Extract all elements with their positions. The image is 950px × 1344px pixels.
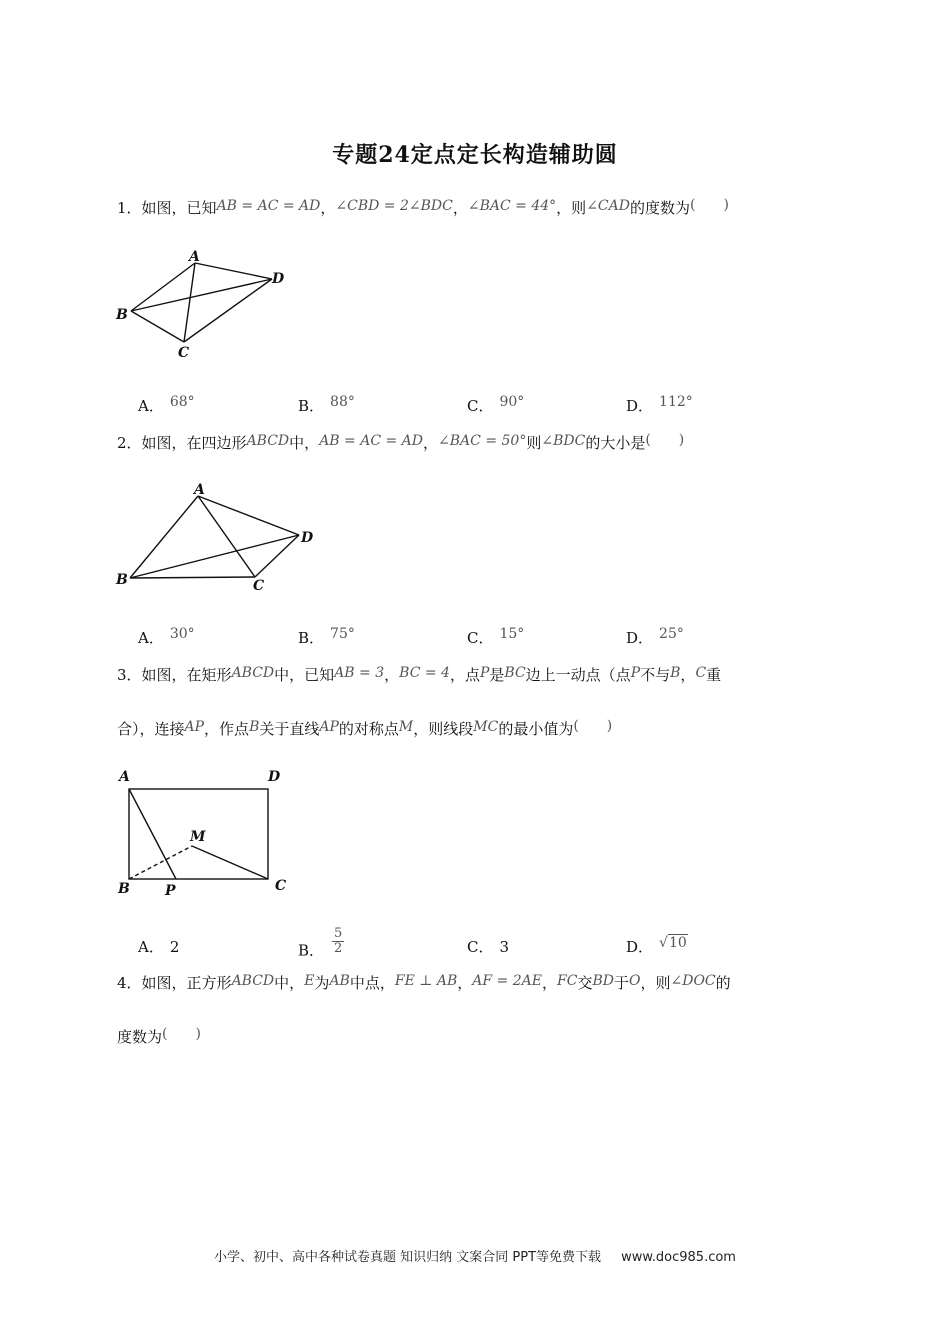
q4-math-1: ABCD <box>231 973 275 989</box>
q2-math-1: ABCD <box>246 433 290 449</box>
q3-sep-1: ， <box>384 666 400 684</box>
q3-sep-2: ， <box>680 666 696 684</box>
q3-text-12: ，则线段 <box>413 720 474 738</box>
q4-number: 4． <box>117 974 142 992</box>
q2-answer-paren: ( ) <box>645 432 685 448</box>
sqrt-sign-icon: √ <box>659 935 668 951</box>
q2-figure <box>110 480 325 595</box>
q3-figure <box>110 766 300 901</box>
q1-figure <box>110 248 300 363</box>
q2-option-a[interactable] <box>138 628 195 649</box>
q3-math-9: AP <box>184 719 205 735</box>
q1-option-d-value: 112° <box>659 394 693 410</box>
q4-math-3: AB <box>329 973 350 989</box>
q1-label-c: C <box>178 345 190 361</box>
q3-math-1: ABCD <box>231 665 275 681</box>
q1-label-b: B <box>116 307 128 323</box>
q4-math-9: ∠DOC <box>670 973 716 989</box>
q1-math-4: ∠CAD <box>586 198 630 214</box>
q3-number: 3． <box>117 666 142 684</box>
q2-option-a-value: 30° <box>169 626 195 642</box>
q3-option-d[interactable] <box>626 937 688 958</box>
q3-math-6: P <box>630 665 641 681</box>
q1-math-3: ∠BAC = 44° <box>467 198 557 214</box>
q3-option-a-label: A． <box>138 938 164 956</box>
q3-text-2: 中，已知 <box>274 666 335 684</box>
q3-text-1: 如图，在矩形 <box>141 666 232 684</box>
q3-math-7: B <box>670 665 681 681</box>
q3-label-p: P <box>165 883 176 899</box>
q3-text-3: ，点 <box>449 666 480 684</box>
q4-sep-1: ， <box>457 974 473 992</box>
q4-math-4: FE ⊥ AB <box>394 973 458 989</box>
q3-option-d-sqrt <box>659 935 688 951</box>
q1-sep-2: ， <box>452 199 468 217</box>
q1-sep-1: ， <box>320 199 336 217</box>
q4-text-3: 为 <box>314 974 330 992</box>
q1-option-a[interactable] <box>138 396 195 417</box>
q2-option-c-value: 15° <box>499 626 525 642</box>
q2-math-3: ∠BAC = 50° <box>438 433 527 449</box>
q3-math-2: AB = 3 <box>334 665 385 681</box>
q4-text-1: 如图，正方形 <box>141 974 232 992</box>
q4-text-9: 度数为 <box>117 1028 163 1046</box>
q1-label-d: D <box>272 271 285 287</box>
q3-answer-paren: ( ) <box>573 718 613 734</box>
q4-text-5: 交 <box>577 974 593 992</box>
q3-option-d-label: D． <box>626 938 654 956</box>
q4-text-6: 于 <box>613 974 629 992</box>
q3-text-10: 关于直线 <box>259 720 320 738</box>
q3-math-11: AP <box>319 719 339 735</box>
q4-answer-paren: ( ) <box>162 1026 201 1042</box>
q4-math-5: AF = 2AE <box>472 973 542 989</box>
q3-text-5: 边上一动点（点 <box>525 666 631 684</box>
q3-option-b-fraction <box>332 927 344 956</box>
q3-label-b: B <box>118 881 130 897</box>
footer-url-link[interactable]: www.doc985.com <box>621 1250 736 1265</box>
q4-math-7: BD <box>592 973 614 989</box>
q3-option-d-radicand: 10 <box>668 935 687 951</box>
q4-text-8: 的 <box>715 974 731 992</box>
q2-option-d-value: 25° <box>659 626 684 642</box>
q2-label-b: B <box>116 572 128 588</box>
q3-math-13: MC <box>473 719 499 735</box>
q2-option-a-label: A． <box>138 629 164 647</box>
q1-text-3: 的度数为 <box>629 199 690 217</box>
q2-math-4: ∠BDC <box>541 433 586 449</box>
question-3-line-2 <box>117 719 612 740</box>
footer-text: 小学、初中、高中各种试卷真题 知识归纳 文案合同 PPT等免费下载 <box>214 1250 602 1265</box>
q2-text-1: 如图，在四边形 <box>141 434 247 452</box>
q3-text-11: 的对称点 <box>338 720 399 738</box>
question-3-line-1 <box>117 665 721 686</box>
q3-math-3: BC = 4 <box>399 665 450 681</box>
q2-option-b-label: B． <box>298 629 325 647</box>
q1-number: 1． <box>117 199 142 217</box>
q1-option-d-label: D． <box>626 397 654 415</box>
q4-text-4: 中点， <box>349 974 395 992</box>
q1-option-a-value: 68° <box>169 394 195 410</box>
q3-math-12: M <box>398 719 414 735</box>
q3-text-6: 不与 <box>640 666 671 684</box>
q3-option-b[interactable] <box>298 926 344 966</box>
q3-label-d: D <box>268 769 281 785</box>
q2-text-4: 的大小是 <box>585 434 646 452</box>
q4-math-6: FC <box>557 973 578 989</box>
q3-option-c-label: C． <box>467 938 494 956</box>
q2-option-d-label: D． <box>626 629 654 647</box>
q2-label-a: A <box>194 482 205 498</box>
q3-math-8: C <box>695 665 707 681</box>
question-4-line-1 <box>117 973 731 994</box>
question-4-line-2 <box>117 1027 201 1048</box>
page-footer <box>0 1246 950 1265</box>
q3-option-b-numerator: 5 <box>334 926 343 941</box>
q1-option-b-label: B． <box>298 397 325 415</box>
q3-label-c: C <box>275 878 287 894</box>
q4-sep-2: ， <box>541 974 557 992</box>
q1-text-2: ，则 <box>556 199 587 217</box>
q3-option-a[interactable] <box>138 937 179 957</box>
q1-math-1: AB = AC = AD <box>216 198 321 214</box>
q3-text-9: ，作点 <box>204 720 250 738</box>
q2-option-d[interactable] <box>626 628 684 649</box>
q1-option-c-value: 90° <box>499 394 525 410</box>
page-title: 专题24定点定长构造辅助圆 <box>332 142 618 168</box>
q3-text-4: 是 <box>489 666 505 684</box>
q1-label-a: A <box>189 249 200 265</box>
q2-label-d: D <box>301 530 314 546</box>
q3-option-b-denominator: 2 <box>334 941 343 956</box>
q3-math-4: P <box>479 665 490 681</box>
q3-option-b-label: B． <box>298 941 325 960</box>
q2-option-c[interactable] <box>467 628 524 649</box>
q4-text-7: ，则 <box>640 974 671 992</box>
q1-option-c[interactable] <box>467 396 524 417</box>
q3-math-10: B <box>249 719 260 735</box>
q1-option-d[interactable] <box>626 396 693 417</box>
q3-label-a: A <box>119 769 130 785</box>
q2-text-3: 则 <box>526 434 542 452</box>
q3-option-c[interactable] <box>467 937 509 957</box>
q2-option-c-label: C． <box>467 629 494 647</box>
q3-option-c-value: 3 <box>499 938 510 956</box>
q4-text-2: 中， <box>274 974 305 992</box>
q2-label-c: C <box>253 578 265 594</box>
q2-number: 2． <box>117 434 142 452</box>
q4-math-8: O <box>628 973 641 989</box>
q3-math-5: BC <box>504 665 526 681</box>
q1-option-b-value: 88° <box>330 394 355 410</box>
q1-answer-paren: ( ) <box>689 197 729 213</box>
q1-option-a-label: A． <box>138 397 164 415</box>
q2-math-2: AB = AC = AD <box>319 433 424 449</box>
q1-text-1: 如图，已知 <box>141 199 217 217</box>
q1-math-2: ∠CBD = 2∠BDC <box>335 198 453 214</box>
question-2 <box>117 433 684 454</box>
q3-text-7: 重 <box>706 666 722 684</box>
question-1 <box>117 198 729 219</box>
q3-label-m: M <box>190 829 206 845</box>
q2-option-b[interactable] <box>298 628 355 649</box>
q2-sep-1: ， <box>423 434 439 452</box>
q2-text-2: 中， <box>289 434 320 452</box>
q3-text-8: 合），连接 <box>117 720 185 738</box>
q2-option-b-value: 75° <box>330 626 355 642</box>
q3-text-13: 的最小值为 <box>498 720 574 738</box>
q3-option-a-value: 2 <box>169 938 180 956</box>
q1-option-c-label: C． <box>467 397 494 415</box>
q1-option-b[interactable] <box>298 396 355 417</box>
q4-math-2: E <box>304 973 315 989</box>
